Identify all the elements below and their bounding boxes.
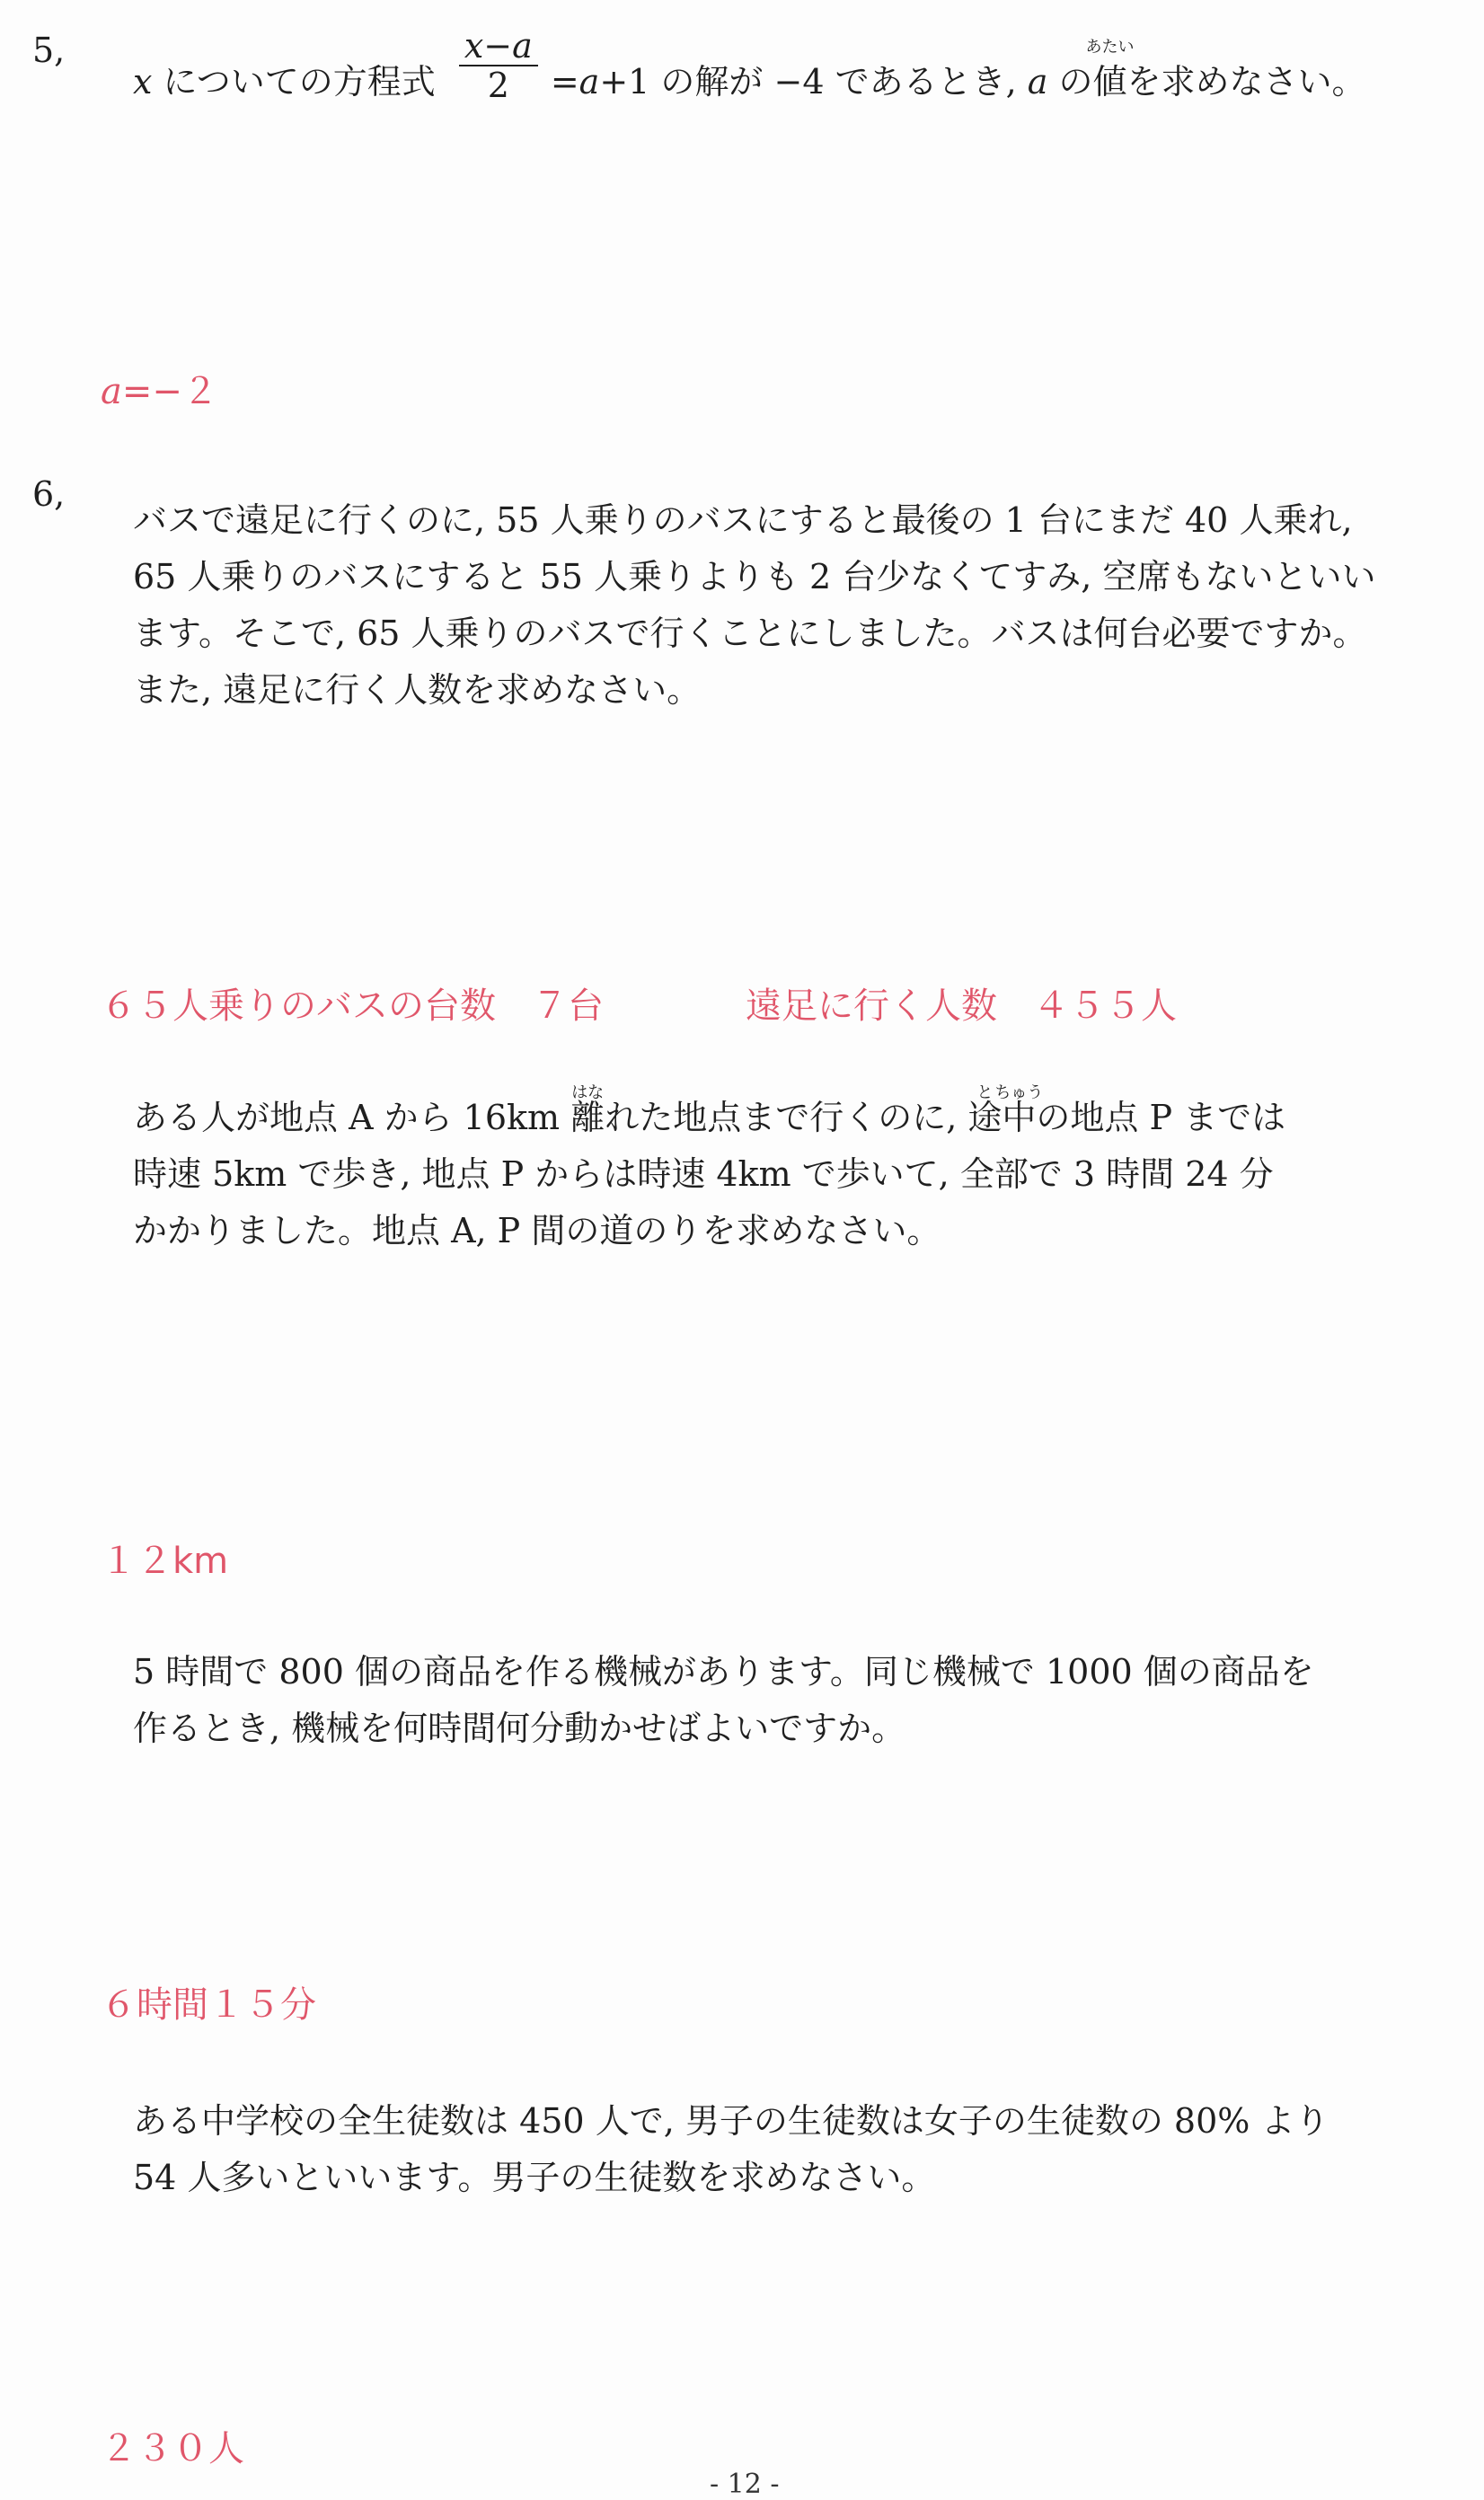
q7-line-1-b: れた地点まで行くのに, <box>605 1098 968 1137</box>
q6-line-3: ます。そこで, 65 人乗りのバスで行くことにしました。バスは何台必要ですか。 <box>133 614 1367 653</box>
q8-answer: ６時間１５分 <box>101 1984 316 2026</box>
q9-statement <box>133 2093 1329 2206</box>
q5-var-a-2: a <box>1027 62 1048 102</box>
q7-line-3: かかりました。地点 A, P 間の道のりを求めなさい。 <box>133 1211 941 1250</box>
q7-ruby-chu-reading: ちゅう <box>994 1083 1044 1102</box>
q5-text-before: についての方程式 <box>163 62 436 102</box>
q5-ruby-atai-reading: あたい <box>1085 38 1135 57</box>
q9-line-1: ある中学校の全生徒数は 450 人で, 男子の生徒数は女子の生徒数の 80% より <box>133 2101 1329 2141</box>
q5-var-x: x <box>133 62 153 102</box>
q5-answer-var: a <box>101 371 122 412</box>
q7-line-1-a: ある人が地点 A から 16km <box>133 1098 571 1137</box>
q7-answer: １２km <box>101 1541 229 1582</box>
q7-line-2: 時速 5km で歩き, 地点 P からは時速 4km で歩いて, 全部で 3 時間 24 分 <box>133 1154 1274 1194</box>
q5-kanji-atai: 値 <box>1092 62 1127 102</box>
q6-line-2: 65 人乗りのバスにすると 55 人乗りよりも 2 台少なくてすみ, 空席もないといい <box>133 557 1376 596</box>
q6-answer-buses: ６５人乗りのバスの台数 ７台 <box>101 985 604 1027</box>
q5-ruby-atai <box>1085 38 1135 102</box>
q5-text-no: の <box>1058 62 1093 102</box>
q6-number: 6, <box>32 474 66 514</box>
q7-ruby-hana-reading: はな <box>571 1083 605 1102</box>
q7-ruby-hana <box>570 1083 605 1146</box>
q7-ruby-chu <box>994 1083 1044 1146</box>
q8-statement <box>133 1644 1314 1757</box>
q5-fraction <box>459 25 538 105</box>
q6-statement <box>133 492 1375 719</box>
q5-number: 5, <box>32 31 66 70</box>
q5-equals: = <box>550 62 579 102</box>
q8-line-2: 作るとき, 機械を何時間何分動かせばよいですか。 <box>133 1709 906 1748</box>
q5-statement <box>133 25 1366 105</box>
q5-answer-value: =−２ <box>121 371 218 412</box>
q7-statement <box>133 1083 1286 1259</box>
q5-text-mid: +1 の解が −4 であるとき, <box>599 62 1017 102</box>
q6-answer-people: 遠足に行く人数 ４５５人 <box>746 985 1177 1027</box>
q7-line-1-c: の地点 P までは <box>1036 1098 1286 1137</box>
q7-ruby-to-reading: と <box>976 1083 994 1102</box>
q5-frac-denominator: 2 <box>487 65 509 105</box>
q7-line-1 <box>133 1083 1286 1146</box>
q8-line-1: 5 時間で 800 個の商品を作る機械があります。同じ機械で 1000 個の商品を <box>133 1652 1314 1692</box>
q9-line-2: 54 人多いといいます。男子の生徒数を求めなさい。 <box>133 2158 936 2197</box>
q5-text-end: を求めなさい。 <box>1126 62 1366 102</box>
q6-line-4: また, 遠足に行く人数を求めなさい。 <box>133 670 702 710</box>
q5-var-a: a <box>579 62 600 102</box>
q9-answer: ２３０人 <box>101 2428 244 2469</box>
q5-answer <box>101 363 218 414</box>
q5-frac-numerator: x−a <box>464 25 533 66</box>
q7-kanji-chu: 中 <box>1002 1098 1037 1137</box>
q7-kanji-to: 途 <box>967 1098 1003 1137</box>
q7-kanji-hana: 離 <box>570 1098 605 1137</box>
page-number: - 12 - <box>710 2469 780 2500</box>
q6-line-1: バスで遠足に行くのに, 55 人乗りのバスにすると最後の 1 台にまだ 40 人乗れ, <box>133 500 1353 540</box>
